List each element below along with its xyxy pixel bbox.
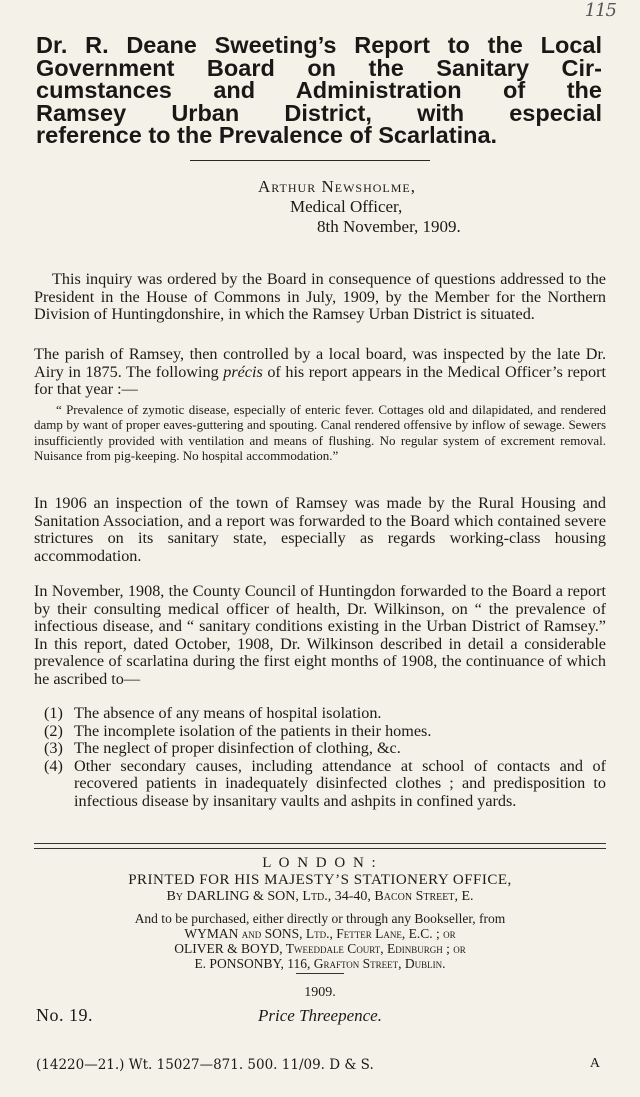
imprint-divider <box>34 843 606 849</box>
list-item: (3) The neglect of proper disinfection of clothing, &c. <box>44 739 401 758</box>
paragraph-2 <box>34 346 606 399</box>
imprint-city: L O N D O N : <box>262 855 378 871</box>
imprint-by: By DARLING & SON, Ltd., 34-40, Bacon Street, E. <box>166 889 474 904</box>
title-line: Dr. R. Deane Sweeting’s Report to the Local <box>36 32 602 58</box>
signature-role: Medical Officer, <box>290 197 403 216</box>
causes-list <box>44 705 606 811</box>
airy-report-quote: “ Prevalence of zymotic disease, especially of enteric fever. Cottages old and dilapidated, and rendered damp by want of proper eaves-guttering and spouting. Canal rendered offensive by inflow of sewage. Sewers insufficiently provided with ventilation and means of flushing. No regular system of excrement removal. Nuisance from pig-keeping. No hospital accommodation.” <box>34 402 606 464</box>
title-line: Ramsey Urban District, with especial <box>36 99 602 126</box>
publication-year: 1909. <box>304 985 336 1000</box>
paragraph-2-tail: of his report appears in the Medical Officer’s report for that year :— <box>34 362 606 399</box>
year-divider <box>296 973 344 974</box>
list-item: (2) The incomplete isolation of the patients in their homes. <box>44 721 432 740</box>
signature-name: Arthur Newsholme, <box>258 177 416 196</box>
paragraph-4: In November, 1908, the County Council of Huntingdon forwarded to the Board a report by their consulting medical officer of health, Dr. Wilkinson, on “ the prevalence of infectious disease, and “ sanitary conditions existing in the Urban District of Ramsey.” In this report, dated October, 1908, Dr. Wilkinson described in detail a considerable prevalence of scarlatina during the first eight months of 1908, the continuance of which he ascribed to— <box>34 582 606 688</box>
report-price: Price Threepence. <box>258 1006 382 1025</box>
report-title <box>36 34 602 147</box>
title-divider <box>190 160 430 161</box>
paragraph-3: In 1906 an inspection of the town of Ramsey was made by the Rural Housing and Sanitation Association, and a report was forwarded to the Board which contained severe strictures on its sanitary state, especially as regards working-class housing accommodation. <box>34 494 606 565</box>
title-line: cumstances and Administration of the <box>36 77 602 103</box>
title-line: reference to the Prevalence of Scarlatina. <box>36 122 498 148</box>
paragraph-2-text: The parish of Ramsey, then controlled by a local board, was inspected by the late Dr. Airy in 1875. The following <box>34 345 606 381</box>
signature-mark: A <box>589 1056 600 1071</box>
precis-term: précis <box>223 362 263 381</box>
purchase-line-1: And to be purchased, either directly or through any Bookseller, from <box>134 911 506 926</box>
report-number: No. 19. <box>36 1005 93 1025</box>
purchase-line-2: WYMAN and SONS, Ltd., Fetter Lane, E.C. ; or <box>184 926 456 941</box>
paragraph-1: This inquiry was ordered by the Board in consequence of questions addressed to the President in the House of Commons in July, 1909, by the Member for the Northern Division of Huntingdonshire, in which the Ramsey Urban District is situated. <box>34 270 606 324</box>
list-item: (4) Other secondary causes, including attendance at school of contacts and of recovered patients in inadequately disinfected clothes ; and predisposition to infectious disease by insanitary vaults and ashpits in confined yards. <box>44 756 606 810</box>
print-code: (14220—21.) Wt. 15027—871. 500. 11/09. D & S. <box>36 1057 374 1073</box>
imprint-printer: PRINTED FOR HIS MAJESTY’S STATIONERY OFFICE, <box>128 872 512 888</box>
list-item: (1) The absence of any means of hospital isolation. <box>44 704 382 722</box>
purchase-line-3: OLIVER & BOYD, Tweeddale Court, Edinburgh ; or <box>174 941 466 956</box>
folio-mark: 115 <box>584 0 616 21</box>
title-line: Government Board on the Sanitary Cir- <box>36 54 602 81</box>
purchase-line-4: E. PONSONBY, 116, Grafton Street, Dublin. <box>194 956 446 971</box>
signature-date: 8th November, 1909. <box>317 217 461 236</box>
